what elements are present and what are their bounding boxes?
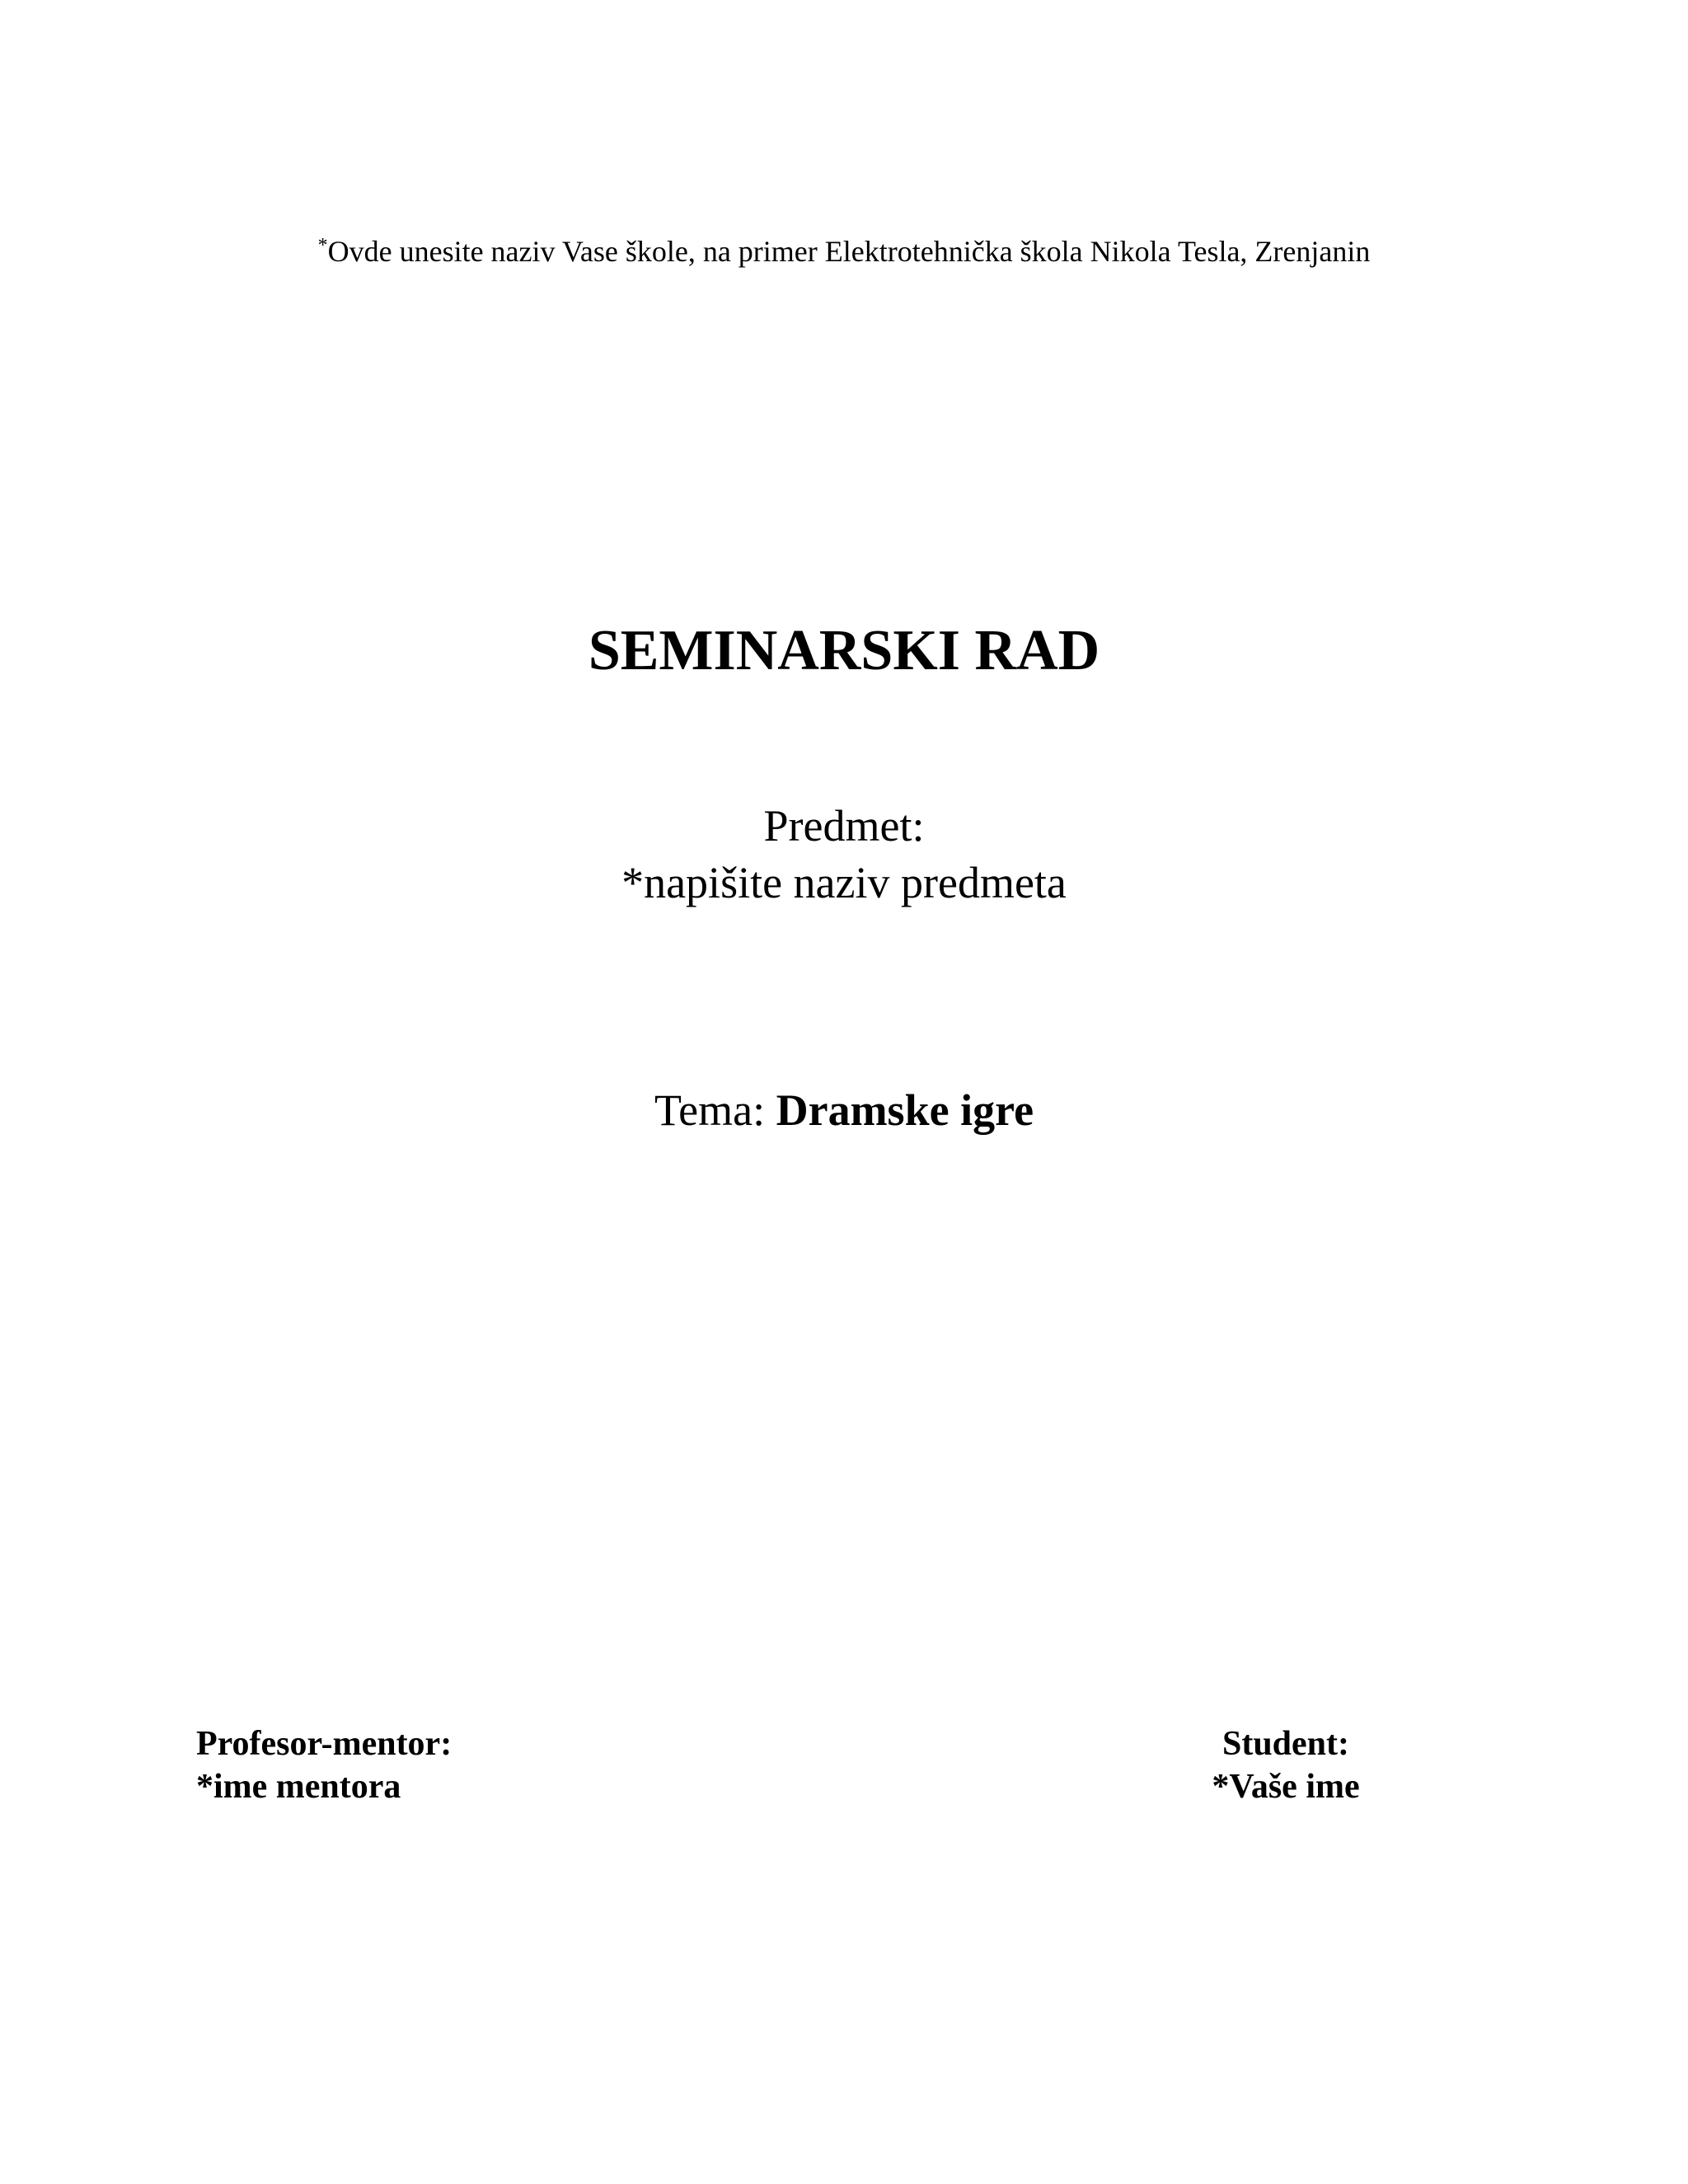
subject-value: *napišite naziv predmeta	[621, 858, 1067, 907]
school-name-line	[0, 234, 1688, 269]
school-name-placeholder: Ovde unesite naziv Vase škole, na primer Elektrotehnička škola Nikola Tesla, Zrenjanin	[327, 235, 1371, 268]
topic-label: Tema:	[654, 1085, 776, 1135]
mentor-name: *ime mentora	[196, 1768, 401, 1806]
topic-line	[0, 1085, 1688, 1136]
topic-value: Dramske igre	[776, 1085, 1034, 1135]
student-block	[1187, 1722, 1385, 1808]
subject-label: Predmet:	[763, 801, 925, 851]
footnote-marker: *	[317, 235, 328, 256]
mentor-label: Profesor-mentor:	[196, 1725, 452, 1763]
student-label: Student:	[1221, 1725, 1350, 1763]
mentor-block	[196, 1722, 452, 1808]
document-title: SEMINARSKI RAD	[588, 619, 1100, 682]
student-name: *Vaše ime	[1212, 1768, 1360, 1806]
